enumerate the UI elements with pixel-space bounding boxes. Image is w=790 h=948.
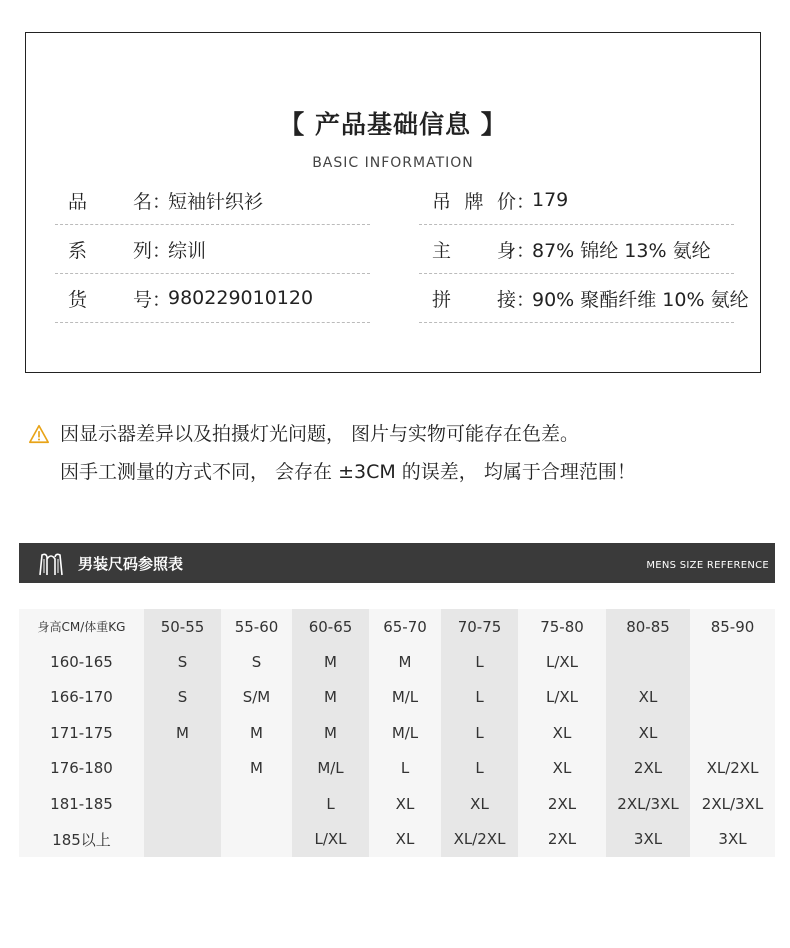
info-value-main-fabric: 87% 锦纶 13% 氨纶: [532, 239, 711, 262]
size-cell: [690, 644, 775, 679]
size-cell: [144, 821, 221, 856]
info-label: 货号：: [68, 288, 172, 311]
size-cell: 2XL/3XL: [606, 786, 690, 821]
size-cell: 2XL: [518, 821, 606, 856]
weight-header: 85-90: [690, 609, 775, 644]
size-cell: L: [292, 786, 369, 821]
size-cell: S: [144, 680, 221, 715]
info-value-name: 短袖针织衫: [168, 190, 264, 213]
size-cell: M: [292, 680, 369, 715]
size-cell: S: [144, 644, 221, 679]
size-cell: 2XL: [518, 786, 606, 821]
size-cell: XL: [441, 786, 518, 821]
table-row: [19, 751, 775, 786]
size-cell: M/L: [369, 680, 441, 715]
size-table-header-row: [19, 609, 775, 644]
warning-icon: [28, 423, 50, 445]
size-chart-title: 男装尺码参照表: [78, 555, 184, 573]
weight-header: 55-60: [221, 609, 292, 644]
info-left-column: [55, 176, 370, 323]
size-cell: [144, 751, 221, 786]
size-cell: [690, 715, 775, 750]
info-label: 系列：: [68, 239, 172, 262]
size-cell: XL: [369, 821, 441, 856]
weight-header: 60-65: [292, 609, 369, 644]
notice-text-1: 因显示器差异以及拍摄灯光问题， 图片与实物可能存在色差。: [60, 423, 580, 445]
height-cell: 185以上: [19, 821, 144, 856]
size-cell: XL: [518, 751, 606, 786]
size-cell: XL: [606, 680, 690, 715]
brand-logo-icon: [37, 551, 65, 577]
info-right-column: [419, 176, 749, 323]
size-cell: XL/2XL: [690, 751, 775, 786]
table-row: [19, 786, 775, 821]
height-cell: 181-185: [19, 786, 144, 821]
size-cell: 2XL: [606, 751, 690, 786]
height-cell: 176-180: [19, 751, 144, 786]
info-label: 品名：: [68, 190, 172, 213]
table-row: [19, 821, 775, 856]
size-cell: 3XL: [690, 821, 775, 856]
info-row-price: [419, 176, 734, 225]
size-cell: 2XL/3XL: [690, 786, 775, 821]
info-subtitle: BASIC INFORMATION: [312, 155, 474, 171]
table-row: [19, 715, 775, 750]
size-cell: M: [292, 644, 369, 679]
size-cell: M: [221, 715, 292, 750]
size-cell: XL/2XL: [441, 821, 518, 856]
weight-header: 70-75: [441, 609, 518, 644]
height-cell: 166-170: [19, 680, 144, 715]
info-row-splice-fabric: [419, 274, 749, 323]
size-cell: [144, 786, 221, 821]
size-chart-subtitle: MENS SIZE REFERENCE: [646, 560, 769, 571]
size-cell: L/XL: [292, 821, 369, 856]
size-cell: S/M: [221, 680, 292, 715]
height-cell: 160-165: [19, 644, 144, 679]
size-cell: S: [221, 644, 292, 679]
color-notice: [28, 420, 636, 496]
size-cell: L: [369, 751, 441, 786]
size-cell: [221, 786, 292, 821]
info-value-series: 综训: [168, 239, 207, 262]
info-label: 主身：: [432, 239, 536, 262]
weight-header: 65-70: [369, 609, 441, 644]
info-row-series: [55, 225, 370, 274]
weight-header: 50-55: [144, 609, 221, 644]
info-label: 吊牌价：: [432, 190, 536, 213]
weight-header: 80-85: [606, 609, 690, 644]
size-cell: M: [292, 715, 369, 750]
size-cell: L/XL: [518, 644, 606, 679]
size-cell: M: [369, 644, 441, 679]
size-cell: XL: [518, 715, 606, 750]
size-cell: M: [221, 751, 292, 786]
height-cell: 171-175: [19, 715, 144, 750]
notice-line-2: [28, 458, 636, 496]
weight-header: 75-80: [518, 609, 606, 644]
size-cell: XL: [606, 715, 690, 750]
size-cell: [690, 680, 775, 715]
notice-text-2: 因手工测量的方式不同， 会存在 ±3CM 的误差， 均属于合理范围！: [60, 461, 636, 483]
size-cell: L/XL: [518, 680, 606, 715]
size-table: [19, 609, 775, 857]
size-cell: M/L: [292, 751, 369, 786]
info-title: 【 产品基础信息 】: [279, 110, 507, 139]
size-cell: L: [441, 644, 518, 679]
info-row-name: [55, 176, 370, 225]
size-cell: L: [441, 715, 518, 750]
size-cell: [221, 821, 292, 856]
info-label: 拼接：: [432, 288, 536, 311]
size-cell: M: [144, 715, 221, 750]
size-cell: XL: [369, 786, 441, 821]
notice-line-1: [28, 420, 636, 458]
size-cell: L: [441, 751, 518, 786]
size-cell: M/L: [369, 715, 441, 750]
table-row: [19, 680, 775, 715]
corner-label: 身高CM/体重KG: [19, 609, 144, 644]
info-row-sku: [55, 274, 370, 323]
size-cell: [606, 644, 690, 679]
size-cell: 3XL: [606, 821, 690, 856]
info-value-splice-fabric: 90% 聚酯纤维 10% 氨纶: [532, 288, 749, 311]
size-chart-header: [19, 543, 775, 583]
info-value-sku: 980229010120: [168, 287, 314, 309]
table-row: [19, 644, 775, 679]
size-cell: L: [441, 680, 518, 715]
info-value-price: 179: [532, 189, 569, 211]
info-row-main-fabric: [419, 225, 734, 274]
